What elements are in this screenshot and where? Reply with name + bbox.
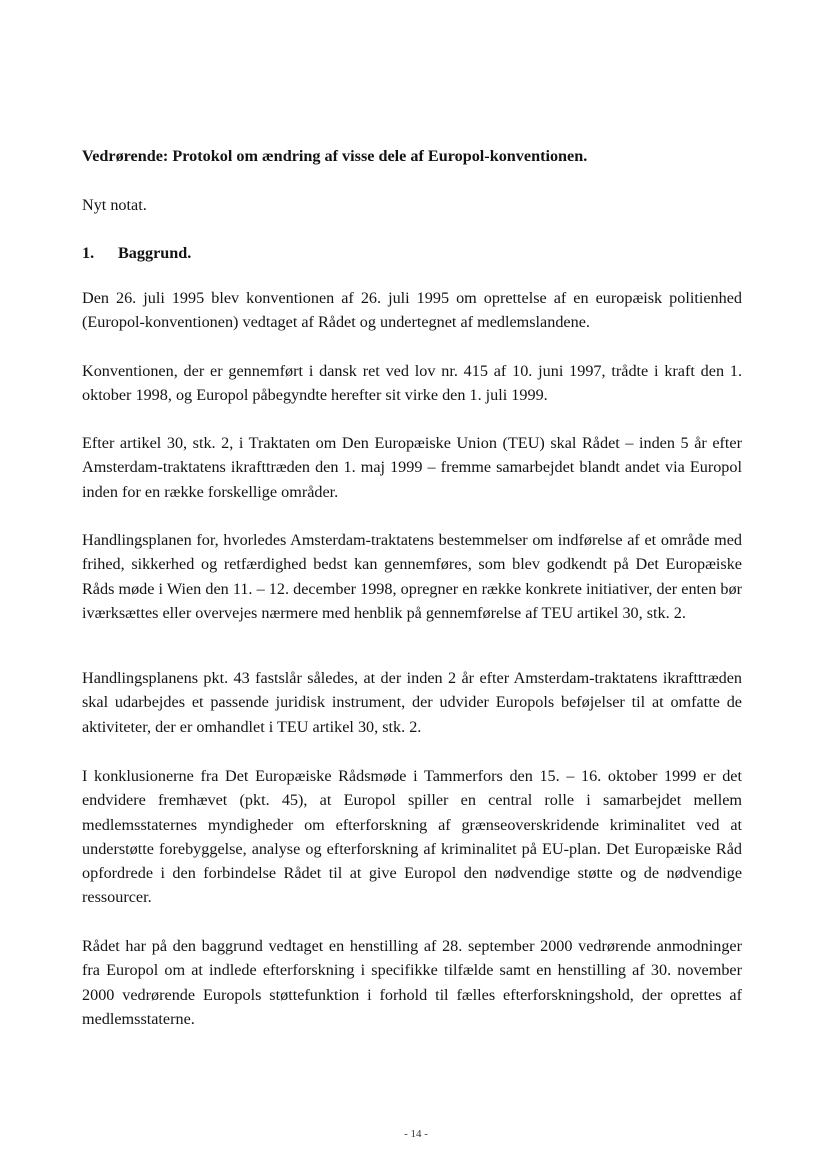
paragraph: Handlingsplanens pkt. 43 fastslår således, at der inden 2 år efter Amsterdam-traktatens ikrafttræden skal udarbejdes et passende juridisk instrument, der udvider Europols beføjelser til at omfatte de aktiviteter, der er omhandlet i TEU artikel 30, stk. 2. (82, 669, 742, 736)
paragraph: Efter artikel 30, stk. 2, i Traktaten om Den Europæiske Union (TEU) skal Rådet – inden 5 år efter Amsterdam-traktatens ikrafttræden den 1. maj 1999 – fremme samarbejdet blandt andet via Europol inden for en række forskellige områder. (82, 434, 742, 501)
section-heading (82, 244, 191, 263)
section-title: Baggrund. (118, 244, 192, 262)
page-number: - 14 - (404, 1128, 428, 1140)
note-label: Nyt notat. (82, 196, 147, 214)
paragraph: Den 26. juli 1995 blev konventionen af 26. juli 1995 om oprettelse af en europæisk politienhed (Europol-konventionen) vedtaget af Rådet og undertegnet af medlemslandene. (82, 289, 742, 332)
paragraph: Rådet har på den baggrund vedtaget en henstilling af 28. september 2000 vedrørende anmodninger fra Europol om at indlede efterforskning i specifikke tilfælde samt en henstilling af 30. november 2000 vedrørende Europols støttefunktion i forhold til fælles efterforskningshold, der oprettes af medlemsstaterne. (82, 937, 742, 1028)
paragraph: I konklusionerne fra Det Europæiske Rådsmøde i Tammerfors den 15. – 16. oktober 1999 er det endvidere fremhævet (pkt. 45), at Europol spiller en central rolle i samarbejdet mellem medlemsstaternes myndigheder om efterforskning af grænseoverskridende kriminalitet ved at understøtte forebyggelse, analyse og efterforskning af kriminalitet på EU-plan. Det Europæiske Råd opfordrede i den forbindelse Rådet til at give Europol den nødvendige støtte og de nødvendige ressourcer. (82, 767, 742, 907)
section-number: 1. (82, 244, 95, 262)
paragraph: Konventionen, der er gennemført i dansk ret ved lov nr. 415 af 10. juni 1997, trådte i kraft den 1. oktober 1998, og Europol påbegyndte herefter sit virke den 1. juli 1999. (82, 362, 742, 405)
paragraph: Handlingsplanen for, hvorledes Amsterdam-traktatens bestemmelser om indførelse af et område med frihed, sikkerhed og retfærdighed bedst kan gennemføres, som blev godkendt på Det Europæiske Råds møde i Wien den 11. – 12. december 1998, opregner en række konkrete initiativer, der enten bør iværksættes eller overvejes nærmere med henblik på gennemførelse af TEU artikel 30, stk. 2. (82, 531, 742, 622)
subject-line: Vedrørende: Protokol om ændring af visse dele af Europol-konventionen. (82, 147, 588, 165)
